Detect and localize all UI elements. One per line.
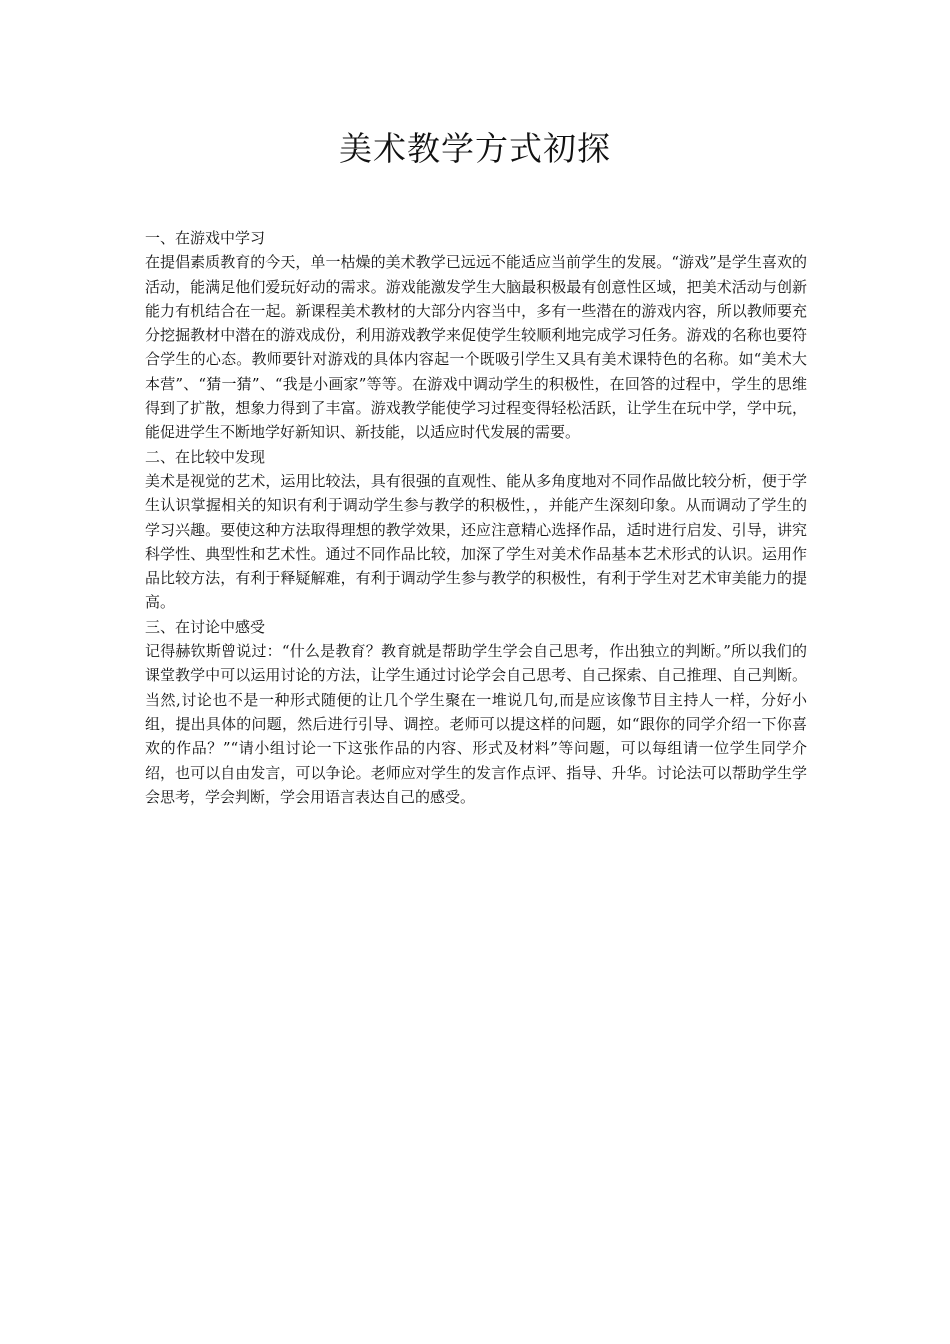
document-body <box>145 226 807 809</box>
section-paragraph: 美术是视觉的艺术，运用比较法，具有很强的直观性、能从多角度地对不同作品做比较分析，便于学生认识掌握相关的知识有利于调动学生参与教学的积极性，，并能产生深刻印象。从而调动了学生的学习兴趣。要使这种方法取得理想的教学效果，还应注意精心选择作品，适时进行启发、引导，讲究科学性、典型性和艺术性。通过不同作品比较，加深了学生对美术作品基本艺术形式的认识。运用作品比较方法，有利于释疑解难，有利于调动学生参与教学的积极性，有利于学生对艺术审美能力的提高。 <box>145 471 807 612</box>
section-heading: 二、在比较中发现 <box>145 447 266 466</box>
section-heading: 三、在讨论中感受 <box>145 617 266 636</box>
document-title: 美术教学方式初探 <box>339 129 611 168</box>
section-game-learning <box>145 226 807 445</box>
section-heading: 一、在游戏中学习 <box>145 229 266 247</box>
section-discussion-feeling <box>145 615 807 809</box>
section-paragraph: 在提倡素质教育的今天，单一枯燥的美术教学已远远不能适应当前学生的发展。“游戏”是学生喜欢的活动，能满足他们爱玩好动的需求。游戏能激发学生大脑最积极最有创意性区域，把美术活动与创新能力有机结合在一起。新课程美术教材的大部分内容当中，多有一些潜在的游戏内容，所以教师要充分挖掘教材中潜在的游戏成份，利用游戏教学来促使学生较顺利地完成学习任务。游戏的名称也要符合学生的心态。教师要针对游戏的具体内容起一个既吸引学生又具有美术课特色的名称。如“美术大本营”、“猜一猜”、“我是小画家”等等。在游戏中调动学生的积极性，在回答的过程中，学生的思维得到了扩散，想象力得到了丰富。游戏教学能使学习过程变得轻松活跃，让学生在玩中学，学中玩，能促进学生不断地学好新知识、新技能，以适应时代发展的需要。 <box>145 253 807 442</box>
section-comparison-discovery <box>145 445 807 615</box>
section-paragraph: 记得赫钦斯曾说过：“什么是教育？教育就是帮助学生学会自己思考，作出独立的判断。”所以我们的课堂教学中可以运用讨论的方法，让学生通过讨论学会自己思考、自己探索、自己推理、自己判断。当然,讨论也不是一种形式随便的让几个学生聚在一堆说几句,而是应该像节目主持人一样，分好小组，提出具体的问题，然后进行引导、调控。老师可以提这样的问题，如“跟你的同学介绍一下你喜欢的作品？”“请小组讨论一下这张作品的内容、形式及材料”等问题，可以每组请一位学生同学介绍，也可以自由发言，可以争论。老师应对学生的发言作点评、指导、升华。讨论法可以帮助学生学会思考，学会判断，学会用语言表达自己的感受。 <box>145 642 807 806</box>
